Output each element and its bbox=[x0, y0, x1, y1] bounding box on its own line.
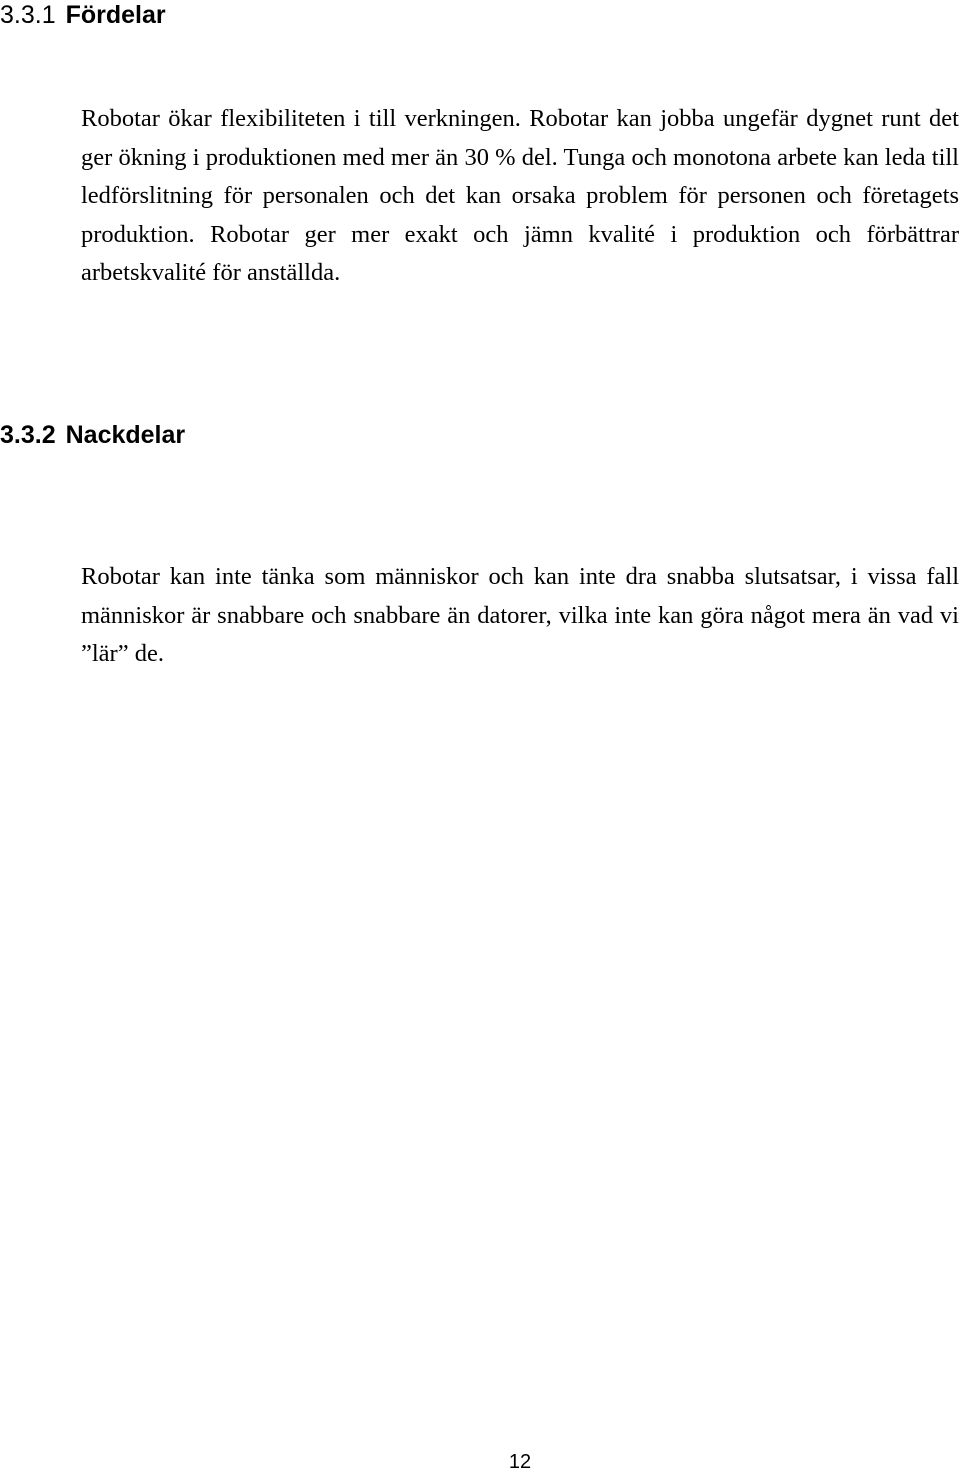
section-title: Fördelar bbox=[65, 1, 166, 29]
section-number: 3.3.1 bbox=[0, 1, 56, 29]
section-heading-nackdelar bbox=[0, 420, 185, 450]
section-paragraph-nackdelar: Robotar kan inte tänka som människor och kan inte dra snabba slutsatsar, i vissa fall människor är snabbare och snabbare än datorer, vilka inte kan göra något mera än vad vi ”lär” de. bbox=[81, 563, 959, 667]
section-title: Nackdelar bbox=[65, 421, 186, 449]
section-number: 3.3.2 bbox=[0, 421, 56, 449]
section-heading-fordelar bbox=[0, 0, 166, 30]
page-number: 12 bbox=[508, 1451, 532, 1473]
section-paragraph-fordelar: Robotar ökar flexibiliteten i till verkningen. Robotar kan jobba ungefär dygnet runt det ger ökning i produktionen med mer än 30 % del. Tunga och monotona arbete kan leda till ledförslitning för personalen och det kan orsaka problem för personen och företagets produktion. Robotar ger mer exakt och jämn kvalité i produktion och förbättrar arbetskvalité för anställda. bbox=[81, 105, 959, 286]
